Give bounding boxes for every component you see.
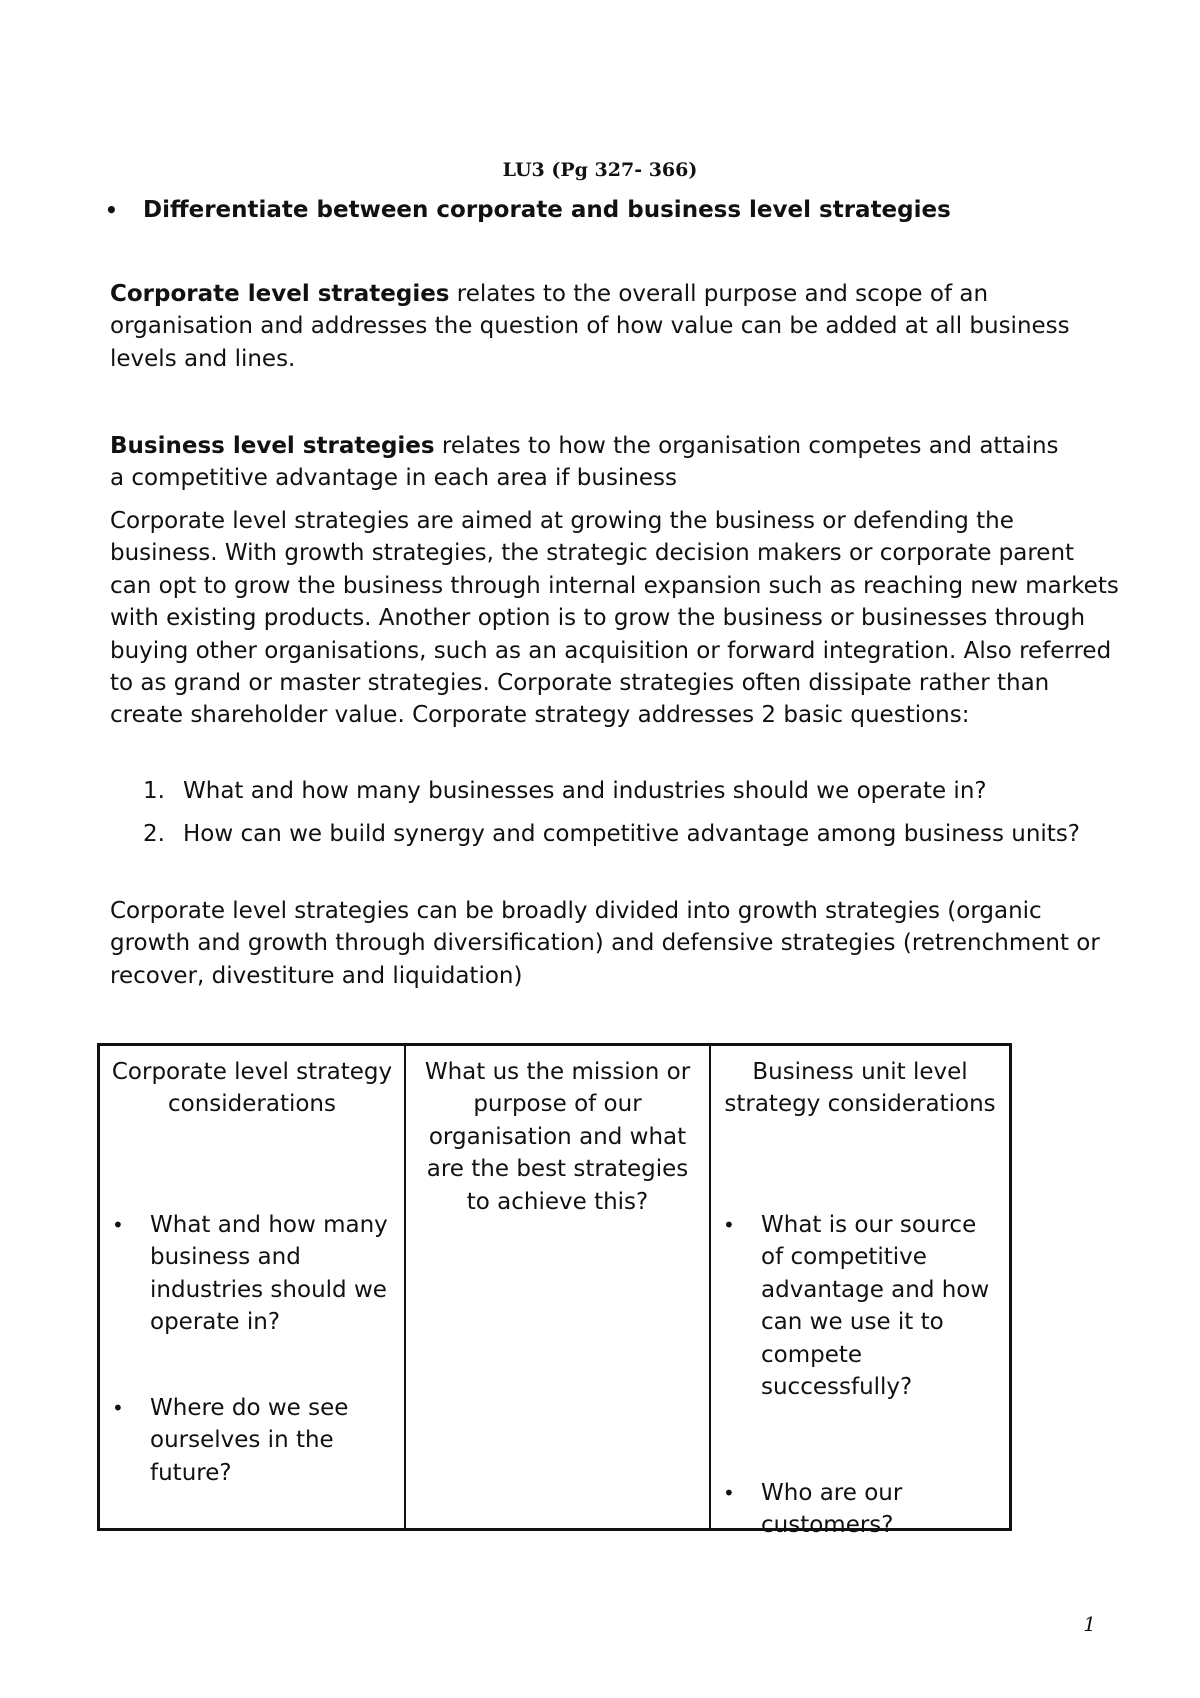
question-text: What and how many businesses and industries should we operate in? [183, 778, 987, 804]
section-heading-text: Differentiate between corporate and business level strategies [143, 197, 951, 223]
table-cell-mission [404, 1046, 709, 1528]
question-number: 1. [143, 778, 165, 804]
bullet-icon: • [112, 1213, 124, 1237]
bullet-icon: • [112, 1396, 124, 1420]
paragraph-corporate-definition [110, 278, 1070, 375]
table-cell-business-unit [709, 1046, 1009, 1539]
cell-title: Corporate level strategy considerations [111, 1059, 393, 1118]
definition-corporate: relates to the overall purpose and scope of an organisation and addresses the question of how value can be added at all business levels and lines. [110, 281, 1070, 372]
term-corporate: Corporate level strategies [110, 281, 450, 307]
paragraph-corporate-aims: Corporate level strategies are aimed at growing the business or defending the business. With growth strategies, the strategic decision makers or corporate parent can opt to grow the business through internal expansion such as reaching new markets with existing products. Another option is to grow the business or businesses through buying other organisations, such as an acquisition or forward integration. Also referred to as grand or master strategies. Corporate strategies often dissipate rather than create shareholder value. Corporate strategy addresses 2 basic questions: [110, 508, 1119, 729]
definition-business: relates to how the organisation competes and attains a competitive advantage in each area if business [110, 433, 1059, 492]
cell-list [112, 1209, 396, 1339]
page-number: 1 [1083, 1612, 1096, 1636]
bullet-icon: • [105, 198, 118, 222]
cell-title: Business unit level strategy considerations [724, 1059, 996, 1118]
question-text: How can we build synergy and competitive advantage among business units? [183, 821, 1081, 847]
section-heading [105, 194, 951, 226]
question-number: 2. [143, 821, 165, 847]
bullet-icon: • [723, 1213, 735, 1237]
term-business: Business level strategies [110, 433, 435, 459]
paragraph-strategy-division: Corporate level strategies can be broadly divided into growth strategies (organic growth and growth through diversification) and defensive strategies (retrenchment or recover, divestiture and liquidation) [110, 898, 1100, 989]
bullet-icon: • [723, 1481, 735, 1505]
question-1 [143, 775, 1103, 807]
question-list-item [143, 818, 1103, 850]
document-heading: LU3 (Pg 327- 366) [502, 159, 698, 181]
cell-list [723, 1209, 1001, 1403]
question-2 [143, 818, 1103, 850]
list-item: • Who are our customers? [761, 1477, 1001, 1542]
list-item: • Where do we see ourselves in the future? [150, 1392, 396, 1489]
cell-title: What us the mission or purpose of our organisation and what are the best strategies to achieve this? [424, 1059, 691, 1215]
question-list-item [143, 775, 1103, 807]
list-item: • What is our source of competitive advantage and how can we use it to compete successfully? [761, 1209, 1001, 1403]
cell-list [112, 1392, 396, 1489]
paragraph-business-definition [110, 430, 1070, 495]
list-item: • What and how many business and industries should we operate in? [150, 1209, 396, 1339]
table-cell-corporate [100, 1046, 404, 1528]
cell-list [723, 1477, 1001, 1542]
considerations-table [97, 1043, 1012, 1539]
